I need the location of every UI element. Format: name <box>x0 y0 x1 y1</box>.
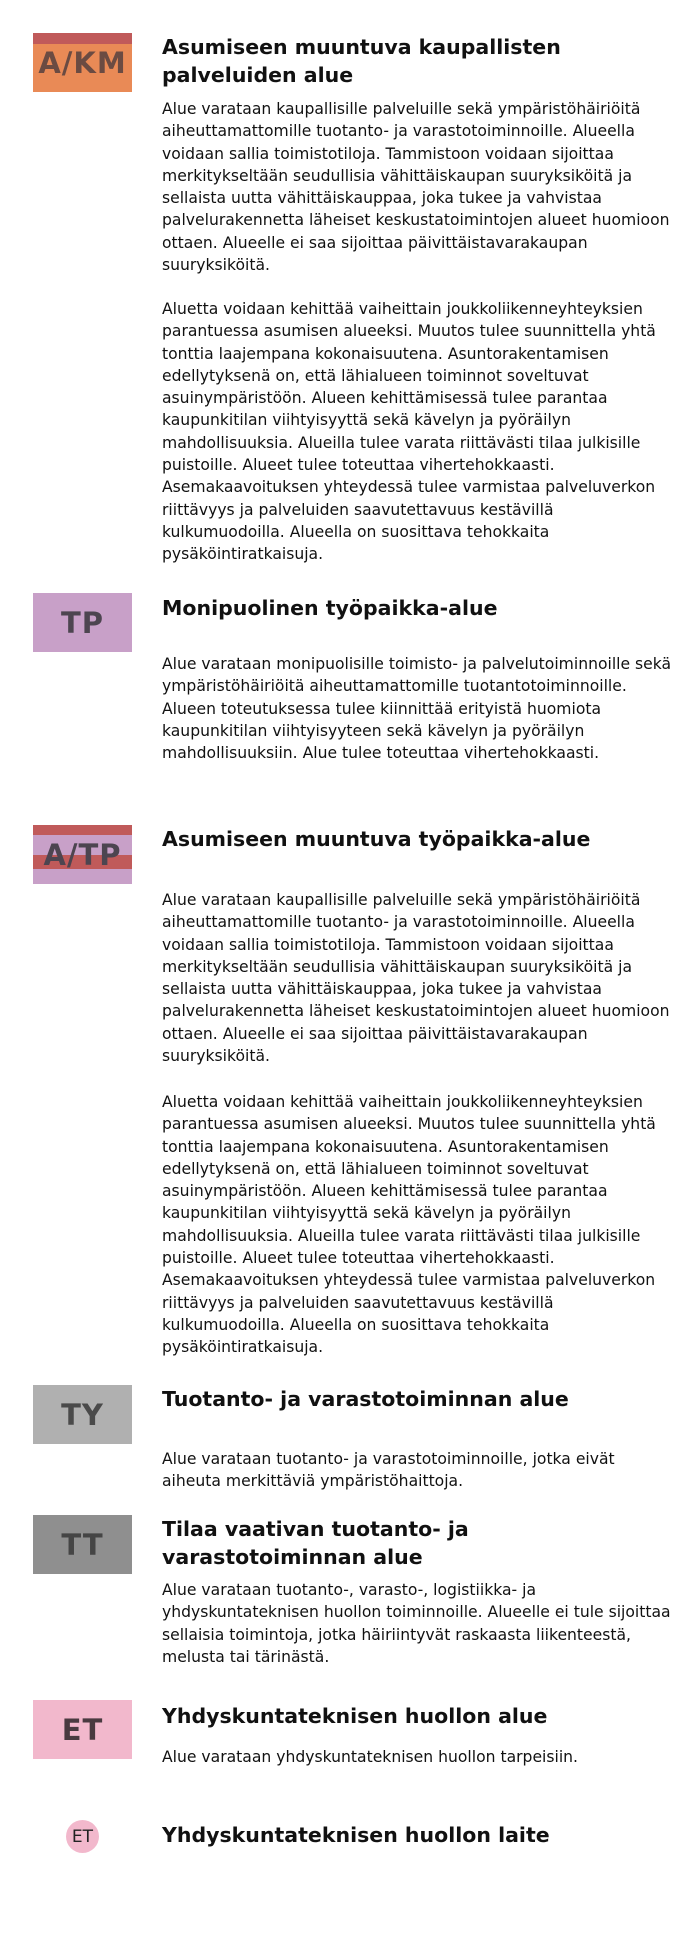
entry-title: Asumiseen muuntuva työpaikka-alue <box>162 827 591 851</box>
entry-title: Asumiseen muuntuva kaupallisten palveluiden alue <box>162 35 561 87</box>
a-tp-badge <box>33 825 132 884</box>
entry-title: Yhdyskuntateknisen huollon laite <box>162 1823 550 1847</box>
tp-badge <box>33 593 132 652</box>
et-badge <box>33 1700 132 1759</box>
entry-paragraph: Alue varataan kaupallisille palveluille sekä ympäristöhäiriöitä aiheuttamattomille tuotanto- ja varastotoiminnoille. Alueella voidaan sallia toimistotiloja. Tammistoon voidaan sijoittaa merkitykseltään seudullisia vähittäiskaupan suuryksiköitä ja sellaista uutta vähittäiskauppaa, joka tukee ja vahvistaa palvelurakennetta läheiset keskustatoimintojen alueet huomioon ottaen. Alueelle ei saa sijoittaa päivittäistavarakaupan suuryksiköitä. <box>162 100 670 275</box>
entry-paragraph: Alue varataan yhdyskuntateknisen huollon tarpeisiin. <box>162 1748 578 1766</box>
entry-title: Yhdyskuntateknisen huollon alue <box>162 1704 548 1728</box>
entry-title: Tilaa vaativan tuotanto- ja varastotoiminnan alue <box>162 1517 469 1569</box>
entry-paragraph: Alue varataan tuotanto-, varasto-, logistiikka- ja yhdyskuntateknisen huollon toiminnoille. Alueelle ei tule sijoittaa sellaisia toimintoja, jotka häiriintyvät raskaasta liikenteestä, melusta tai tärinästä. <box>162 1581 671 1666</box>
a-km-badge <box>33 33 132 92</box>
entry-title: Monipuolinen työpaikka-alue <box>162 596 498 620</box>
badge-code: A/KM <box>38 45 127 80</box>
badge-code: TP <box>60 605 105 640</box>
entry-paragraph: Alue varataan monipuolisille toimisto- ja palvelutoiminnoille sekä ympäristöhäiriöitä aiheuttamattomille tuotantotoiminnoille. Alueen toteutuksessa tulee kiinnittää erityistä huomiota kaupunkitilan viihtyisyyteen sekä kävelyn ja pyöräilyn mahdollisuuksiin. Alue tulee toteuttaa vihertehokkaasti. <box>162 655 672 763</box>
tt-badge <box>33 1515 132 1574</box>
badge-code: A/TP <box>43 837 122 872</box>
ty-badge <box>33 1385 132 1444</box>
entry-paragraph: Alue varataan kaupallisille palveluille sekä ympäristöhäiriöitä aiheuttamattomille tuotanto- ja varastotoiminnoille. Alueella voidaan sallia toimistotiloja. Tammistoon voidaan sijoittaa merkitykseltään seudullisia vähittäiskaupan suuryksiköitä ja sellaista uutta vähittäiskauppaa, joka tukee ja vahvistaa palvelurakennetta läheiset keskustatoimintojen alueet huomioon ottaen. Alueelle ei saa sijoittaa päivittäistavarakaupan suuryksiköitä. <box>162 891 670 1066</box>
entry-title: Tuotanto- ja varastotoiminnan alue <box>162 1387 569 1411</box>
entry-paragraph: Aluetta voidaan kehittää vaiheittain joukkoliikenneyhteyksien parantuessa asumisen alueeksi. Muutos tulee suunnittella yhtä tonttia laajempana kokonaisuutena. Asuntorakentamisen edellytyksenä on, että lähialueen toiminnot soveltuvat asuinympäristöön. Alueen kehittämisessä tulee parantaa kaupunkitilan viihtyisyyttä sekä kävelyn ja pyöräilyn mahdollisuuksia. Alueilla tulee varata riittävästi tilaa julkisille puistoille. Alueet tulee toteuttaa vihertehokkaasti. Asemakaavoituksen yhteydessä tulee varmistaa palveluverkon riittävyys ja palveluiden saavutettavuus kestävillä kulkumuodoilla. Alueella on suosittava tehokkaita pysäköintiratkaisuja. <box>162 300 656 564</box>
badge-code: ET <box>61 1712 104 1747</box>
symbol-code: ET <box>71 1826 94 1847</box>
entry-paragraph: Alue varataan tuotanto- ja varastotoiminnoille, jotka eivät aiheuta merkittäviä ympäristöhaittoja. <box>162 1450 615 1491</box>
entry-paragraph: Aluetta voidaan kehittää vaiheittain joukkoliikenneyhteyksien parantuessa asumisen alueeksi. Muutos tulee suunnittella yhtä tonttia laajempana kokonaisuutena. Asuntorakentamisen edellytyksenä on, että lähialueen toiminnot soveltuvat asuinympäristöön. Alueen kehittämisessä tulee parantaa kaupunkitilan viihtyisyyttä sekä kävelyn ja pyöräilyn mahdollisuuksia. Alueilla tulee varata riittävästi tilaa julkisille puistoille. Alueet tulee toteuttaa vihertehokkaasti. Asemakaavoituksen yhteydessä tulee varmistaa palveluverkon riittävyys ja palveluiden saavutettavuus kestävillä kulkumuodoilla. Alueella on suosittava tehokkaita pysäköintiratkaisuja. <box>162 1093 656 1357</box>
badge-code: TT <box>61 1527 104 1562</box>
et-circle-symbol <box>66 1820 99 1853</box>
badge-code: TY <box>61 1397 104 1432</box>
